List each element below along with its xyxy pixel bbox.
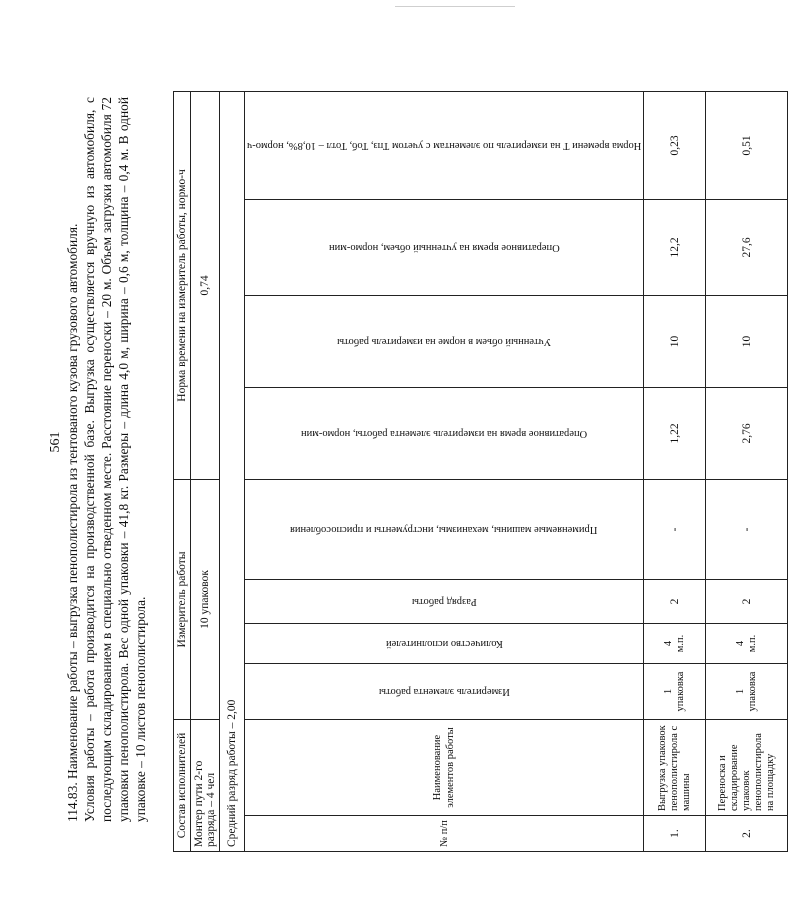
table-row	[644, 91, 706, 851]
row-norm: 0,23	[644, 91, 706, 199]
row-machines: -	[644, 479, 706, 579]
performers-header: Количество исполнителей	[245, 623, 644, 663]
row-norm: 0,51	[706, 91, 788, 199]
work-title: 114.83. Наименование работы – выгрузка пенополистирола из тентованого кузова грузового автомобиля.	[65, 223, 80, 822]
norm-elem-header: Норма времени Т на измеритель по элементам с учетом Тпз, Тоб, Тотл – 10,8%, нормо-ч	[245, 91, 644, 199]
row-performers: 4 м.п.	[644, 623, 706, 663]
norm-value: 0,74	[191, 91, 220, 479]
rank-header: Разряд работы	[245, 579, 644, 623]
row-name: Переноска и складирование упаковок пенополистирола на площадку	[706, 719, 788, 815]
op-time-volume-header: Оперативное время на учтенный объем, нормо-мин	[245, 199, 644, 295]
page-number: 561	[48, 431, 63, 453]
row-num: 2.	[706, 816, 788, 852]
machines-header: Применяемые машины, механизмы, инструменты и приспособления	[245, 479, 644, 579]
row-meter: 1 упаковка	[644, 663, 706, 719]
meter-header: Измеритель работы	[174, 479, 191, 719]
row-volume: 10	[706, 295, 788, 387]
meter-value: 10 упаковок	[191, 479, 220, 719]
row-op-time-volume: 27,6	[706, 199, 788, 295]
row-op-time: 2,76	[706, 387, 788, 479]
staff-header: Состав исполнителей	[174, 719, 191, 851]
work-description	[64, 97, 149, 822]
num-header: № п/п	[245, 816, 644, 852]
row-performers: 4 м.п.	[706, 623, 788, 663]
row-name: Выгрузка упаковок пенополистирола с машины	[644, 719, 706, 815]
header-row-titles	[174, 91, 191, 851]
row-op-time: 1,22	[644, 387, 706, 479]
op-time-header: Оперативное время на измеритель элемента работы, нормо-мин	[245, 387, 644, 479]
name-header: Наименование элементов работы	[245, 719, 644, 815]
staff-value: Монтер пути 2-го разряда – 4 чел	[191, 719, 220, 851]
avg-rank: Средний разряд работы – 2,00	[220, 91, 245, 851]
element-meter-header: Измеритель элемента работы	[245, 663, 644, 719]
row-num: 1.	[644, 816, 706, 852]
row-rank: 2	[644, 579, 706, 623]
avg-rank-row	[220, 91, 245, 851]
table-row	[706, 91, 788, 851]
rotated-content	[48, 42, 776, 862]
row-machines: -	[706, 479, 788, 579]
row-volume: 10	[644, 295, 706, 387]
volume-header: Учтенный объем в норме на измеритель работы	[245, 295, 644, 387]
scan-artifact-line	[395, 6, 515, 7]
work-conditions: Условия работы – работа производится на производственной базе. Выгрузка осуществляется вручную из автомобиля, с последующим складированием в специально отведенном месте. Расстояние переноски – 20 м. Объем загрузки автомобиля 72 упаковки пенополистирола. Вес одной упаковки – 41,8 кг. Размеры – длина 4,0 м, ширина – 0,6 м, толщина – 0,4 м. В одной упаковке – 10 листов пенополистирола.	[82, 97, 148, 822]
row-rank: 2	[706, 579, 788, 623]
header-row-values	[191, 91, 220, 851]
row-meter: 1 упаковка	[706, 663, 788, 719]
row-op-time-volume: 12,2	[644, 199, 706, 295]
norms-table	[173, 91, 788, 852]
norm-header: Норма времени на измеритель работы, нормо-ч	[174, 91, 191, 479]
column-headers-row	[245, 91, 644, 851]
